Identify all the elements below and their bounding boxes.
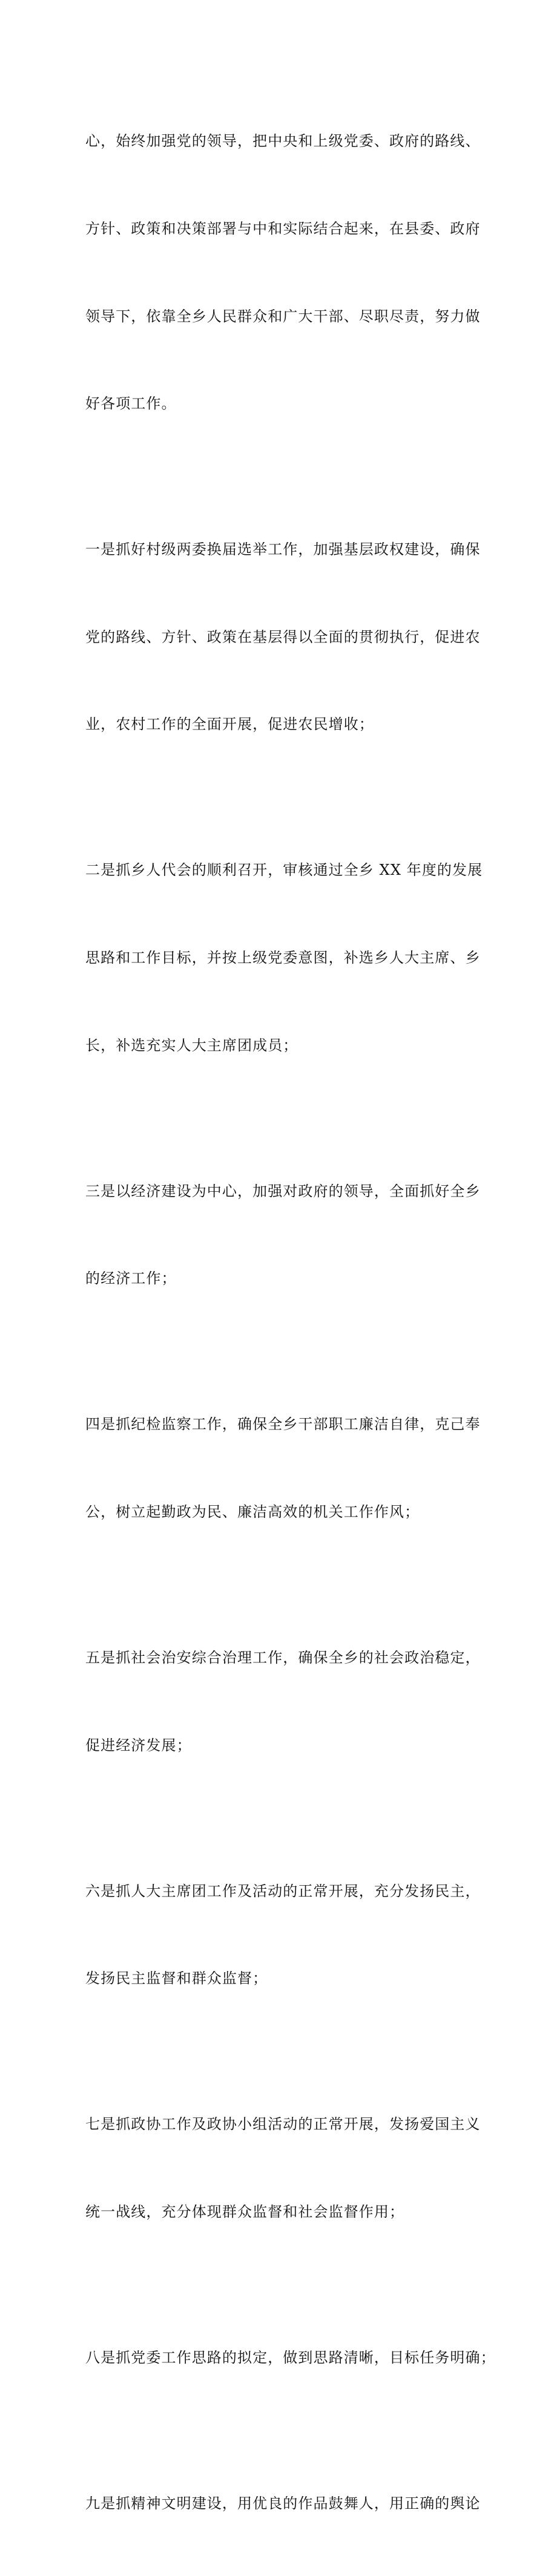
text-line: 长，补选充实人大主席团成员； [85, 1036, 298, 1054]
text-line: 七是抓政协工作及政协小组活动的正常开展，发扬爱国主义 [85, 2116, 481, 2133]
paragraph-item-3 [85, 1118, 485, 1352]
text-line: 九是抓精神文明建设，用优良的作品鼓舞人，用正确的舆论 [85, 2494, 481, 2512]
text-line: 八是抓党委工作思路的拟定，做到思路清晰，目标任务明确； [85, 2349, 496, 2366]
paragraph-item-6 [85, 1818, 485, 2051]
text-line: 心，始终加强党的领导，把中央和上级党委、政府的路线、 [85, 132, 481, 150]
text-line: 发扬民主监督和群众监督； [85, 1970, 268, 1987]
text-line: 党的路线、方针、政策在基层得以全面的贯彻执行，促进农 [85, 628, 481, 646]
document-body [85, 68, 496, 2576]
paragraph-item-8 [85, 2284, 496, 2430]
text-line: 二是抓乡人代会的顺利召开，审核通过全乡 XX 年度的发展 [85, 861, 483, 879]
text-line: 好各项工作。 [85, 395, 177, 413]
paragraph-item-7 [85, 2051, 485, 2285]
text-line: 一是抓好村级两委换届选举工作，加强基层政权建设，确保 [85, 541, 481, 558]
text-line: 四是抓纪检监察工作，确保全乡干部职工廉洁自律，克己奉 [85, 1416, 481, 1433]
text-line: 领导下，依靠全乡人民群众和广大干部、尽职尽责，努力做 [85, 307, 481, 325]
paragraph-item-1 [85, 477, 485, 797]
paragraph-item-4 [85, 1352, 485, 1585]
paragraph-item-9 [85, 2430, 485, 2576]
text-line: 五是抓社会治安综合治理工作，确保全乡的社会政治稳定， [85, 1649, 481, 1666]
text-line: 思路和工作目标，并按上级党委意图，补选乡人大主席、乡 [85, 949, 481, 967]
text-line: 促进经济发展； [85, 1736, 192, 1754]
text-line: 业，农村工作的全面开展，促进农民增收； [85, 716, 374, 733]
text-line: 统一战线，充分体现群众监督和社会监督作用； [85, 2203, 405, 2220]
paragraph-intro [85, 68, 485, 477]
paragraph-item-2 [85, 797, 485, 1118]
text-line: 六是抓人大主席团工作及活动的正常开展，充分发扬民主， [85, 1882, 481, 1900]
text-line: 三是以经济建设为中心，加强对政府的领导，全面抓好全乡 [85, 1182, 481, 1200]
paragraph-item-5 [85, 1585, 485, 1819]
text-line: 公，树立起勤政为民、廉洁高效的机关工作作风； [85, 1503, 420, 1520]
text-line: 方针、政策和决策部署与中和实际结合起来，在县委、政府 [85, 220, 481, 238]
text-line: 的经济工作； [85, 1270, 177, 1287]
